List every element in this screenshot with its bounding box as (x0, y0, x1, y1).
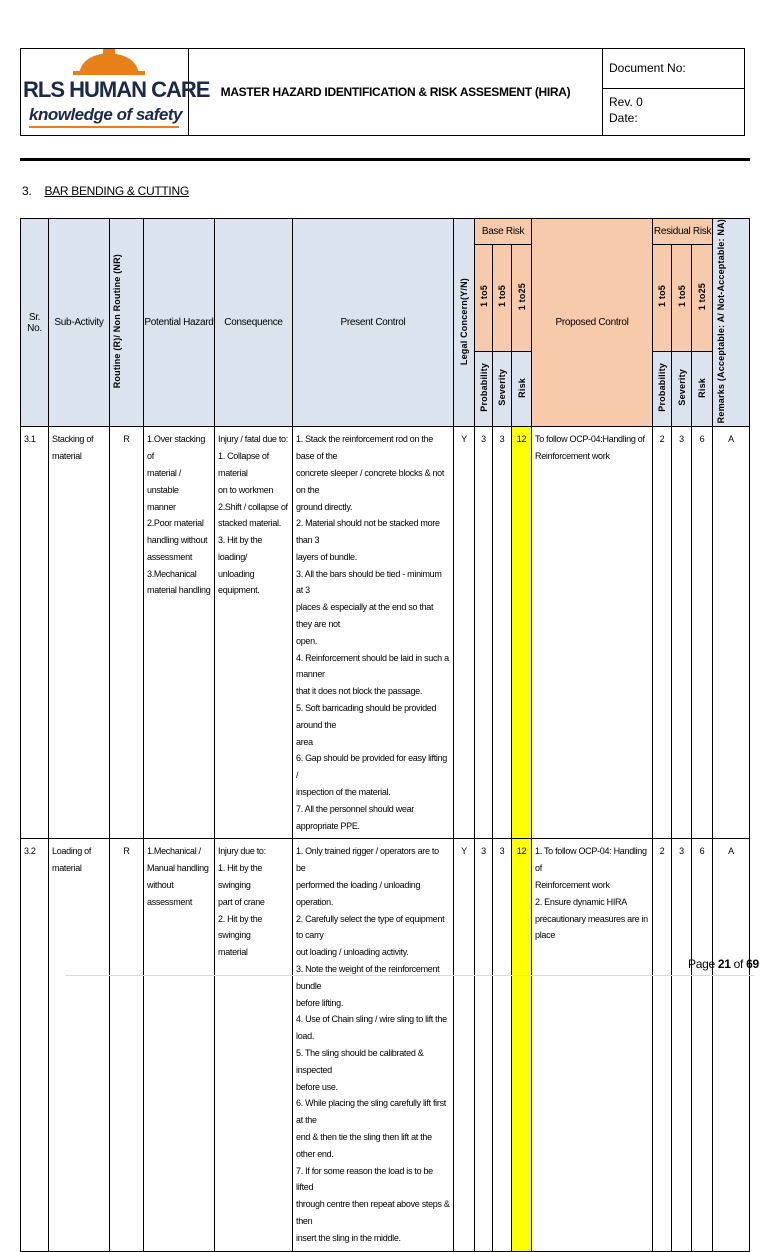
document-title: MASTER HAZARD IDENTIFICATION & RISK ASSESMENT (HIRA) (189, 49, 603, 135)
cell-res-risk: 6 (692, 427, 713, 839)
cell-routine: R (110, 839, 144, 1251)
header-sub-activity: Sub-Activity (49, 219, 110, 427)
table-row (21, 427, 750, 839)
header-res-severity: Severity (672, 352, 692, 427)
cell-routine: R (110, 427, 144, 839)
cell-sr: 3.1 (21, 427, 49, 839)
cell-legal: Y (454, 427, 475, 839)
cell-hazard: 1.Over stacking of material / unstable manner 2.Poor material handling without assessment 3.Mechanical material handling (144, 427, 215, 839)
cell-sub-activity: Stacking of material (49, 427, 110, 839)
cell-probability: 3 (475, 839, 493, 1251)
cell-res-risk: 6 (692, 839, 713, 1251)
base-scale-severity: 1 to5 (493, 244, 512, 351)
header-base-severity: Severity (493, 352, 512, 427)
header-routine: Routine (R)/ Non Routine (NR) (110, 219, 144, 427)
header-res-probability: Probability (653, 352, 672, 427)
cell-severity: 3 (493, 427, 512, 839)
cell-sub-activity: Loading of material (49, 839, 110, 1251)
logo-name: RLS HUMAN CARE (23, 77, 210, 102)
logo-tagline: knowledge of safety (29, 105, 182, 124)
residual-scale-risk: 1 to25 (692, 244, 713, 351)
cell-hazard: 1.Mechanical / Manual handling without assessment (144, 839, 215, 1251)
cell-consequence: Injury / fatal due to: 1. Collapse of material on to workmen 2.Shift / collapse of stacked material. 3. Hit by the loading/ unloading equipment. (215, 427, 293, 839)
document-number: Document No: (603, 49, 744, 89)
cell-sr: 3.2 (21, 839, 49, 1251)
logo-underline (29, 126, 179, 128)
base-scale-probability: 1 to5 (475, 244, 493, 351)
cell-consequence: Injury due to: 1. Hit by the swinging part of crane 2. Hit by the swinging material (215, 839, 293, 1251)
header-res-risk-value: Risk (692, 352, 713, 427)
header-divider (20, 158, 750, 161)
hard-hat-icon (73, 49, 145, 75)
cell-severity: 3 (493, 839, 512, 1251)
cell-remarks: A (713, 839, 750, 1251)
base-scale-risk: 1 to25 (512, 244, 532, 351)
section-title: BAR BENDING & CUTTING (44, 184, 189, 198)
cell-probability: 3 (475, 427, 493, 839)
revision: Rev. 0 (609, 95, 643, 109)
header-proposed-control: Proposed Control (532, 219, 653, 427)
residual-scale-severity: 1 to5 (672, 244, 692, 351)
header-consequence: Consequence (215, 219, 293, 427)
header-base-risk-value: Risk (512, 352, 532, 427)
footer-divider (65, 975, 755, 976)
page-number: Page 21 of 69 (688, 957, 759, 971)
header-remarks: Remarks (Acceptable: A/ Not-Acceptable: NA) (713, 219, 750, 427)
cell-proposed-control: To follow OCP-04:Handling of Reinforcement work (532, 427, 653, 839)
cell-present-control: 1. Only trained rigger / operators are to be performed the loading / unloading operation. 2. Carefully select the type of equipment to carry out loading / unloading activity. 3. Note the weight of the reinforcement bundle before lifting. 4. Use of Chain sling / wire sling to lift the load. 5. The sling should be calibrated & inspected before use. 6. While placing the sling carefully lift first at the end & then tie the sling then lift at the other end. 7. If for some reason the load is to be lifted through centre then repeat above steps & then insert the sling in the middle. (293, 839, 454, 1251)
cell-res-probability: 2 (653, 839, 672, 1251)
header-potential-hazard: Potential Hazard (144, 219, 215, 427)
table-row (21, 839, 750, 1251)
residual-scale-probability: 1 to5 (653, 244, 672, 351)
header-residual-risk: Residual Risk (653, 219, 713, 245)
header-present-control: Present Control (293, 219, 454, 427)
cell-risk: 12 (512, 839, 532, 1251)
cell-present-control: 1. Stack the reinforcement rod on the base of the concrete sleeper / concrete blocks & not on the ground directly. 2. Material should not be stacked more than 3 layers of bundle. 3. All the bars should be tied - minimum at 3 places & especially at the end so that they are not open. 4. Reinforcement should be laid in such a manner that it does not block the passage. 5. Soft barricading should be provided around the area 6. Gap should be provided for easy lifting / inspection of the material. 7. All the personnel should wear appropriate PPE. (293, 427, 454, 839)
header-base-probability: Probability (475, 352, 493, 427)
header-legal-concern: Legal Concern(Y/N) (454, 219, 475, 427)
hira-table (20, 218, 750, 1252)
company-logo (21, 49, 210, 135)
cell-res-probability: 2 (653, 427, 672, 839)
cell-remarks: A (713, 427, 750, 839)
cell-risk: 12 (512, 427, 532, 839)
section-number: 3. (22, 184, 32, 198)
section-heading (22, 184, 189, 198)
date: Date: (609, 111, 638, 125)
header-base-risk: Base Risk (475, 219, 532, 245)
cell-proposed-control: 1. To follow OCP-04: Handling of Reinforcement work 2. Ensure dynamic HIRA precautionary measures are in place (532, 839, 653, 1251)
cell-res-severity: 3 (672, 839, 692, 1251)
header-sr-no: Sr. No. (21, 219, 49, 427)
cell-legal: Y (454, 839, 475, 1251)
document-header (20, 48, 745, 136)
revision-block (603, 89, 744, 135)
cell-res-severity: 3 (672, 427, 692, 839)
